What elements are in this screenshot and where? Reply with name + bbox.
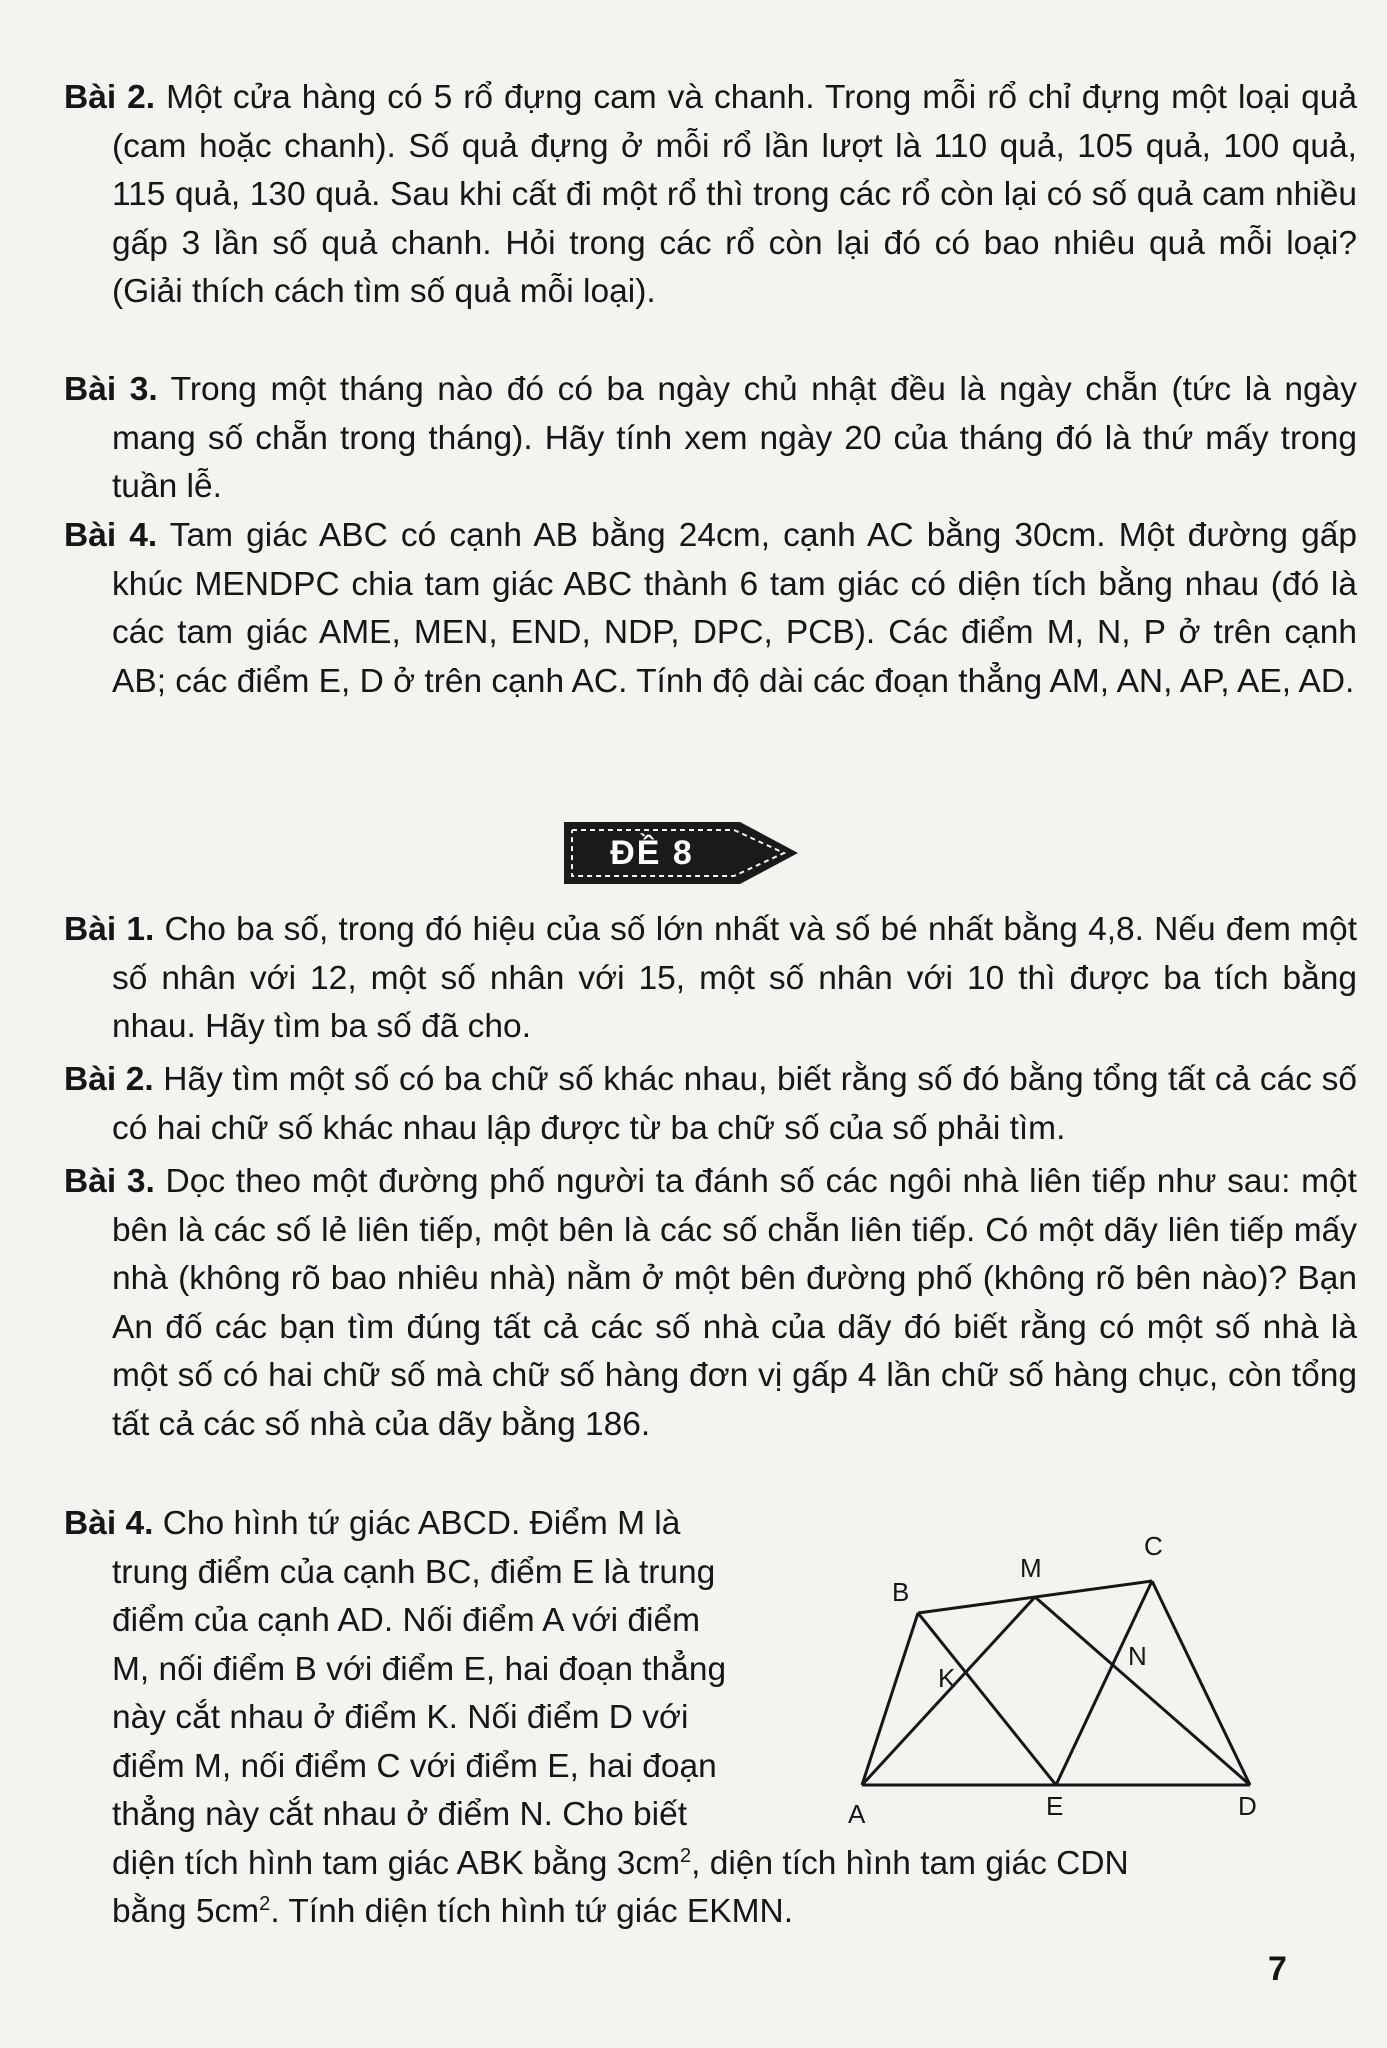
problem-4-line: điểm của cạnh AD. Nối điểm A với điểm [112,1602,701,1639]
problem-4-line [64,1840,1309,1889]
page-number: 7 [1268,1950,1287,1988]
problem-4-top [64,512,1357,706]
problem-text: bằng 5cm [112,1893,260,1930]
problem-text: . Tính diện tích hình tứ giác EKMN. [270,1893,794,1930]
superscript: 2 [259,1892,271,1915]
problem-label: Bài 3. [64,1163,155,1200]
problem-text: Hãy tìm một số có ba chữ số khác nhau, biết rằng số đó bằng tổng tất cả các số có hai chữ số khác nhau lập được từ ba chữ số của số phải tìm. [112,1061,1357,1147]
problem-label: Bài 4. [64,517,158,554]
problem-text: Tam giác ABC có cạnh AB bằng 24cm, cạnh AC bằng 30cm. Một đường gấp khúc MENDPC chia tam giác ABC thành 6 tam giác có diện tích bằng nhau (đó là các tam giác AME, MEN, END, NDP, DPC, PCB). Các điểm M, N, P ở trên cạnh AB; các điểm E, D ở trên cạnh AC. Tính độ dài các đoạn thẳng AM, AN, AP, AE, AD. [112,517,1357,700]
segment-ce [1056,1581,1152,1785]
side-ab [862,1613,918,1785]
problem-label: Bài 2. [64,1061,154,1098]
problem-3-top [64,366,1357,512]
label-k: K [938,1663,956,1693]
problem-4-line [64,1888,1309,1937]
label-e: E [1046,1791,1064,1821]
problem-4-line: thẳng này cắt nhau ở điểm N. Cho biết [112,1796,688,1833]
label-b: B [892,1577,910,1607]
problem-text: Cho hình tứ giác ABCD. Điểm M là [162,1505,681,1542]
label-a: A [848,1799,866,1829]
label-c: C [1144,1531,1163,1561]
problem-2 [64,1056,1357,1153]
problem-4-line: M, nối điểm B với điểm E, hai đoạn thẳng [112,1650,727,1688]
superscript: 2 [679,1844,692,1867]
problem-4-line: trung điểm của cạnh BC, điểm E là trung [112,1553,716,1591]
side-cd [1152,1581,1250,1785]
segment-dm [1035,1597,1250,1785]
problem-label: Bài 3. [64,371,158,408]
problem-text: Một cửa hàng có 5 rổ đựng cam và chanh. Trong mỗi rổ chỉ đựng một loại quả (cam hoặc chanh). Số quả đựng ở mỗi rổ lần lượt là 110 quả, 105 quả, 100 quả, 115 quả, 130 quả. Sau khi cất đi một rổ thì trong các rổ còn lại có số quả cam nhiều gấp 3 lần số quả chanh. Hỏi trong các rổ còn lại đó có bao nhiêu quả mỗi loại? (Giải thích cách tìm số quả mỗi loại). [112,79,1357,310]
problem-text: Cho ba số, trong đó hiệu của số lớn nhất và số bé nhất bằng 4,8. Nếu đem một số nhân với 12, một số nhân với 15, một số nhân với 10 thì được ba tích bằng nhau. Hãy tìm ba số đã cho. [112,911,1357,1045]
figure-svg [840,1515,1300,1835]
section-title: ĐỀ 8 [610,833,694,872]
segment-be [918,1613,1056,1785]
problem-2-top [64,74,1357,317]
quadrilateral-figure [840,1515,1300,1835]
problem-4-line: điểm M, nối điểm C với điểm E, hai đoạn [112,1747,717,1785]
problem-text: Dọc theo một đường phố người ta đánh số các ngôi nhà liên tiếp như sau: một bên là các số lẻ liên tiếp, một bên là các số chẵn liên tiếp. Có một dãy liên tiếp mấy nhà (không rõ bao nhiêu nhà) nằm ở một bên đường phố (không rõ bên nào)? Bạn An đố các bạn tìm đúng tất cả các số nhà của dãy đó biết rằng có một số nhà là một số có hai chữ số mà chữ số hàng đơn vị gấp 4 lần chữ số hàng chục, còn tổng tất cả các số nhà của dãy bằng 186. [112,1163,1357,1443]
label-n: N [1128,1641,1147,1671]
problem-3 [64,1158,1357,1449]
problem-label: Bài 4. [64,1505,154,1542]
problem-1 [64,906,1357,1052]
label-d: D [1238,1791,1257,1821]
problem-label: Bài 2. [64,79,156,116]
problem-label: Bài 1. [64,911,155,948]
problem-text: , diện tích hình tam giác CDN [691,1844,1129,1882]
problem-text: diện tích hình tam giác ABK bằng 3cm [112,1844,680,1882]
label-m: M [1020,1553,1042,1583]
problem-text: Trong một tháng nào đó có ba ngày chủ nhật đều là ngày chẵn (tức là ngày mang số chẵn trong tháng). Hãy tính xem ngày 20 của tháng đó là thứ mấy trong tuần lễ. [112,371,1357,505]
section-heading [562,818,802,888]
problem-4-line: này cắt nhau ở điểm K. Nối điểm D với [112,1699,689,1736]
